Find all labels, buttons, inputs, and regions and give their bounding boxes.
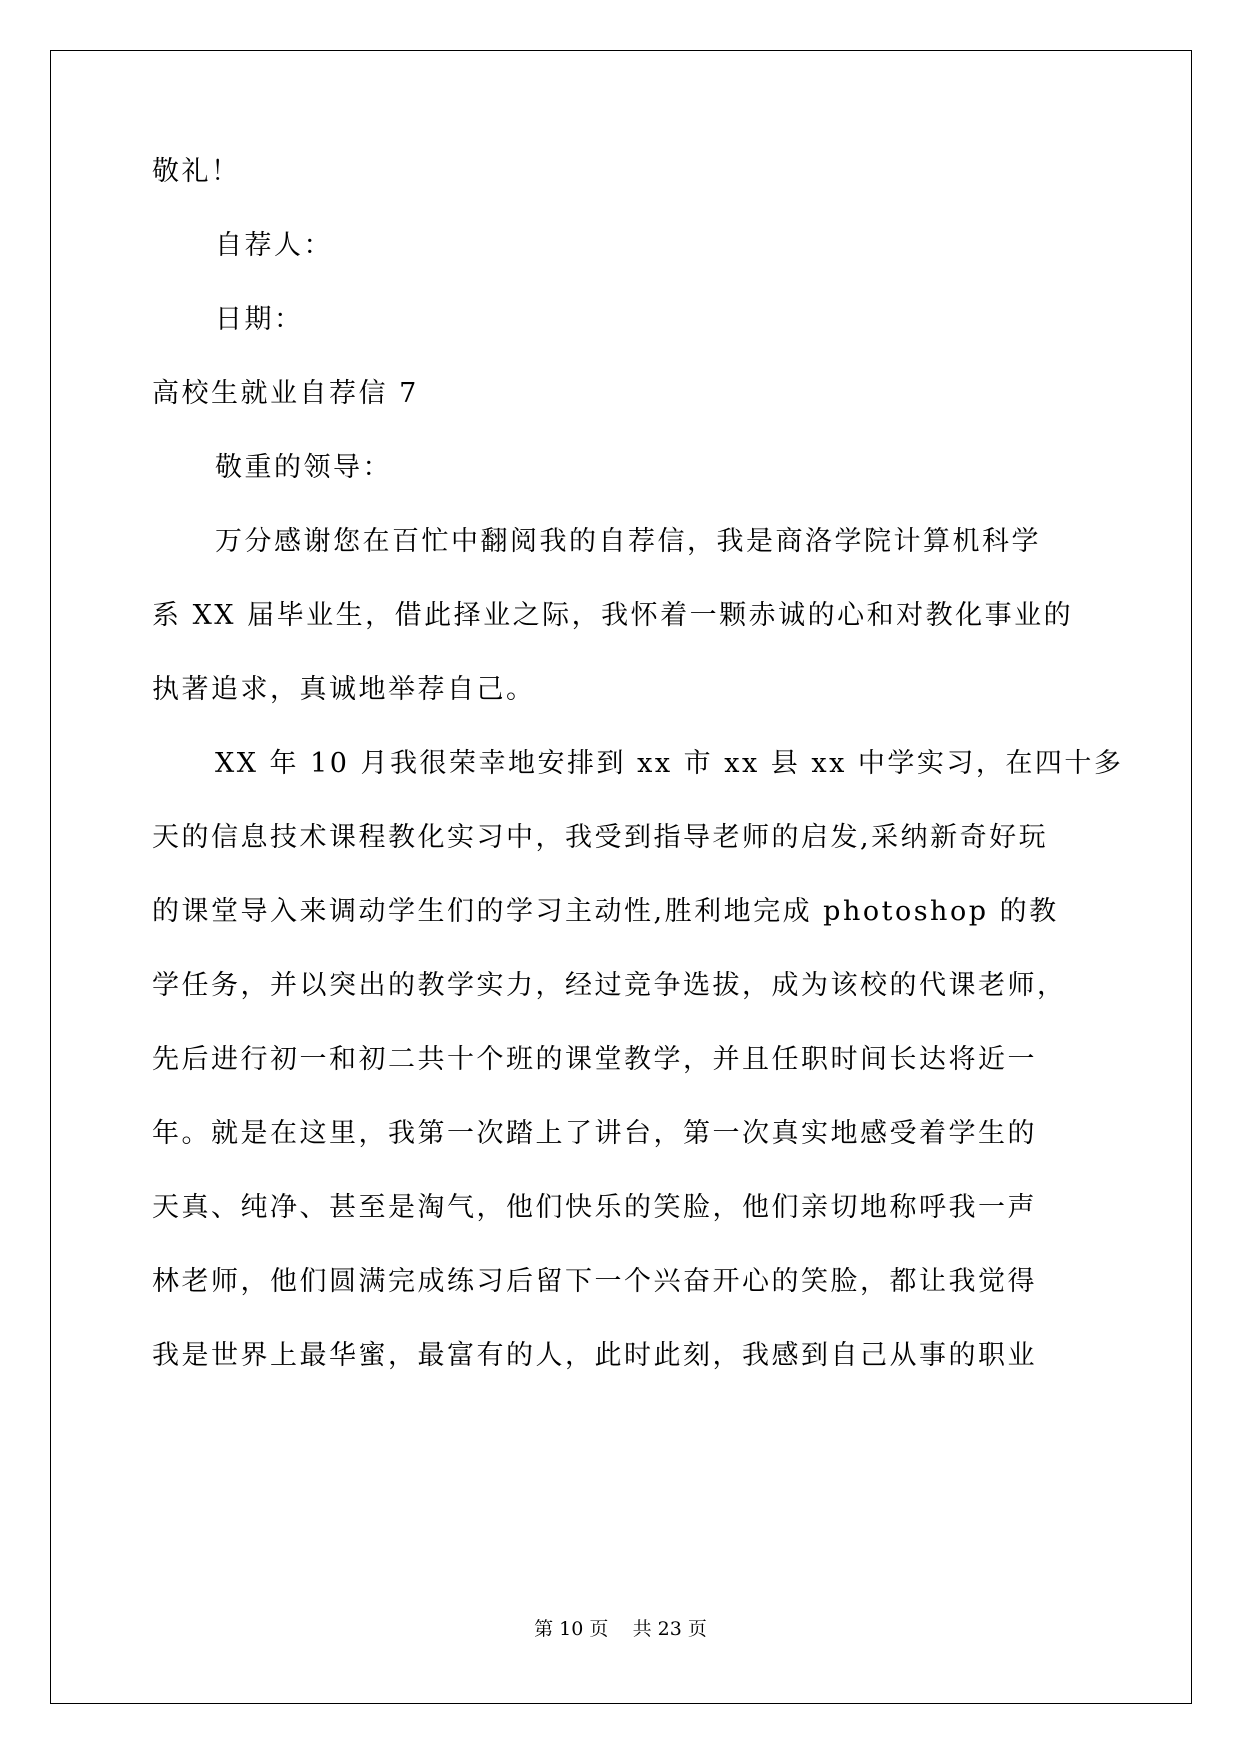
paragraph-line: XX 年 10 月我很荣幸地安排到 xx 市 xx 县 xx 中学实习，在四十多 (215, 748, 1124, 779)
paragraph-line: 的课堂导入来调动学生们的学习主动性,胜利地完成 photoshop 的教 (152, 896, 1059, 927)
paragraph-line: 天真、纯净、甚至是淘气，他们快乐的笑脸，他们亲切地称呼我一声 (152, 1192, 1037, 1223)
paragraph-line: 万分感谢您在百忙中翻阅我的自荐信，我是商洛学院计算机科学 (215, 526, 1041, 557)
page-number: 第 10 页 (534, 1618, 609, 1640)
paragraph-line: 天的信息技术课程教化实习中，我受到指导老师的启发,采纳新奇好玩 (152, 822, 1049, 853)
paragraph-line: 系 XX 届毕业生，借此择业之际，我怀着一颗赤诚的心和对教化事业的 (152, 600, 1074, 631)
date-label: 日期： (215, 304, 304, 335)
section-title: 高校生就业自荐信 7 (152, 378, 419, 409)
salutation: 敬重的领导： (215, 452, 392, 483)
paragraph-line: 执著追求，真诚地举荐自己。 (152, 674, 536, 705)
closing-salute: 敬礼！ (152, 156, 241, 187)
paragraph-line: 学任务，并以突出的教学实力，经过竞争选拔，成为该校的代课老师， (152, 970, 1067, 1001)
signer-label: 自荐人： (215, 230, 333, 261)
page-total: 共 23 页 (632, 1618, 707, 1640)
paragraph-line: 年。就是在这里，我第一次踏上了讲台，第一次真实地感受着学生的 (152, 1118, 1037, 1149)
paragraph-line: 我是世界上最华蜜，最富有的人，此时此刻，我感到自己从事的职业 (152, 1340, 1037, 1371)
page-footer (0, 1614, 1241, 1644)
page-border (50, 50, 1192, 1704)
paragraph-line: 先后进行初一和初二共十个班的课堂教学，并且任职时间长达将近一 (152, 1044, 1037, 1075)
paragraph-line: 林老师，他们圆满完成练习后留下一个兴奋开心的笑脸，都让我觉得 (152, 1266, 1037, 1297)
